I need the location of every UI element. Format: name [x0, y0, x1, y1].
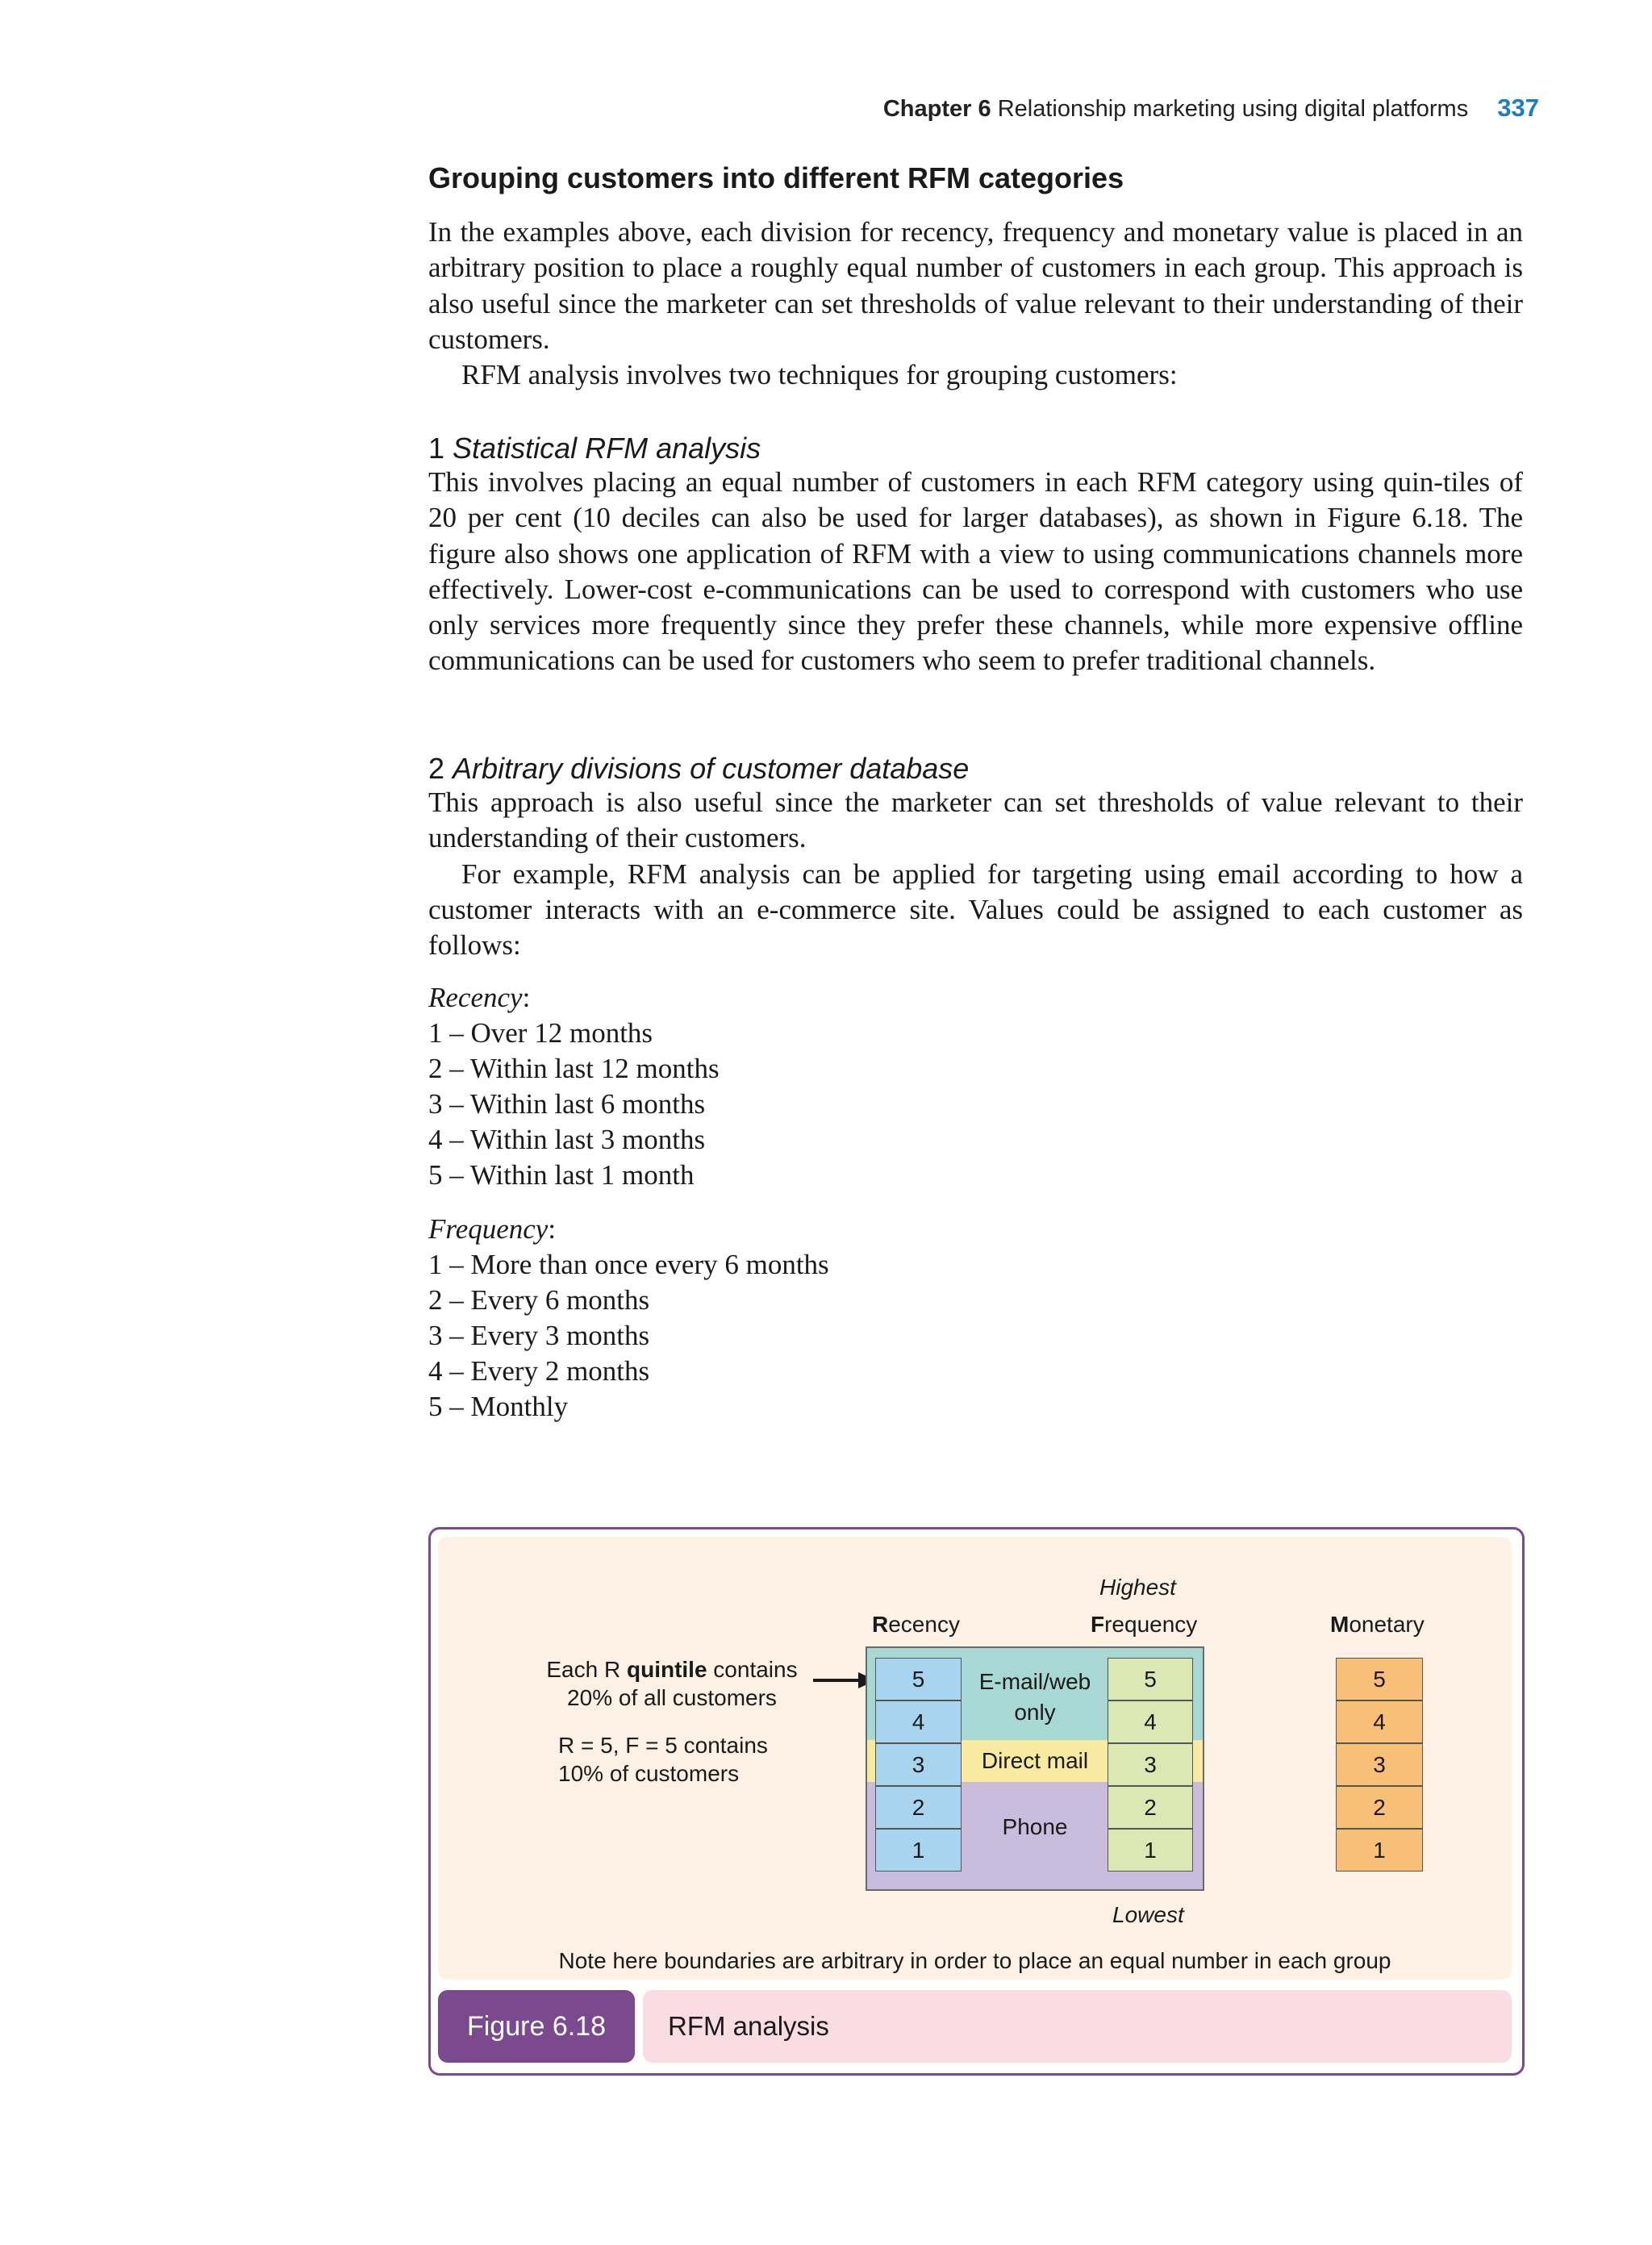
frequency-cell: 5	[1108, 1658, 1193, 1700]
direct-mail-band-label: Direct mail	[981, 1748, 1089, 1773]
figure-caption: RFM analysis	[643, 1990, 1512, 2063]
recency-label: Recency	[428, 982, 523, 1013]
chapter-title: Relationship marketing using digital platforms	[997, 96, 1469, 122]
subsection-2-title: Arbitrary divisions of customer database	[453, 752, 970, 785]
intro-paragraph: In the examples above, each division for recency, frequency and monetary value is placed in an arbitrary position to place a roughly equal number of customers in each group. This approach is also useful since the marketer can set thresholds of value relevant to their understanding of their customers.	[428, 216, 1523, 355]
segment-note-line2: 10% of customers	[558, 1761, 740, 1786]
running-header	[807, 94, 1539, 123]
subsection-2-paragraph-2: For example, RFM analysis can be applied for targeting using email according to how a customer interacts with an e-commerce site. Values could be assigned to each customer as follows:	[428, 858, 1523, 962]
recency-item: 1 – Over 12 months	[428, 1017, 653, 1049]
recency-initial: R	[872, 1612, 889, 1637]
frequency-item: 3 – Every 3 months	[428, 1320, 650, 1351]
monetary-column-header	[1330, 1612, 1425, 1638]
frequency-initial: F	[1091, 1612, 1105, 1637]
monetary-rest: onetary	[1349, 1612, 1425, 1637]
recency-item: 4 – Within last 3 months	[428, 1124, 706, 1155]
subsection-2-heading	[428, 752, 969, 786]
figure-footnote: Note here boundaries are arbitrary in order to place an equal number in each group	[558, 1948, 1391, 1973]
quintile-note-c: contains	[707, 1657, 798, 1682]
recency-item: 3 – Within last 6 months	[428, 1088, 706, 1120]
quintile-note-line2: 20% of all customers	[567, 1685, 777, 1710]
email-band-label: E-mail/web only	[978, 1669, 1091, 1725]
frequency-cell: 1	[1108, 1829, 1193, 1872]
quintile-note-a: Each R	[546, 1657, 627, 1682]
section-heading: Grouping customers into different RFM categories	[428, 161, 1124, 194]
frequency-item: 4 – Every 2 months	[428, 1355, 650, 1387]
monetary-cell: 2	[1336, 1786, 1423, 1829]
lowest-label: Lowest	[1112, 1902, 1184, 1927]
frequency-item: 5 – Monthly	[428, 1391, 569, 1422]
segment-note	[558, 1731, 768, 1788]
recency-item: 2 – Within last 12 months	[428, 1053, 720, 1084]
intro-paragraph-2: RFM analysis involves two techniques for grouping customers:	[461, 359, 1178, 391]
monetary-cell: 4	[1336, 1700, 1423, 1743]
monetary-cell: 5	[1336, 1658, 1423, 1700]
recency-rest: ecency	[888, 1612, 960, 1637]
subsection-2-number: 2	[428, 752, 445, 785]
recency-list: Recency: 1 – Over 12 months 2 – Within last 12 months 3 – Within last 6 months 4 – Within last 3 months 5 – Within last 1 month	[428, 980, 1154, 1193]
frequency-item: 2 – Every 6 months	[428, 1284, 650, 1316]
subsection-1-body	[428, 465, 1523, 679]
highest-label: Highest	[1099, 1575, 1176, 1600]
recency-column-header	[872, 1612, 960, 1638]
quintile-note	[535, 1655, 809, 1712]
subsection-1-title: Statistical RFM analysis	[453, 432, 761, 465]
subsection-1-paragraph: This involves placing an equal number of customers in each RFM category using quin-tiles of 20 per cent (10 deciles can also be used for larger databases), as shown in Figure 6.18. The figure also shows one application of RFM with a view to using communications channels more effectively. Lower-cost e-communications can be used to correspond with customers who use only services more frequently since they prefer these channels, while more expensive offline communications can be used for customers who seem to prefer traditional channels.	[428, 466, 1523, 677]
subsection-1-number: 1	[428, 432, 445, 465]
intro-block	[428, 215, 1523, 393]
frequency-label: Frequency	[428, 1213, 549, 1245]
frequency-cell: 2	[1108, 1786, 1193, 1829]
page-number: 337	[1497, 94, 1539, 122]
chapter-label: Chapter 6	[882, 96, 991, 122]
recency-cell: 2	[875, 1786, 962, 1829]
segment-note-line1: R = 5, F = 5 contains	[558, 1733, 768, 1758]
subsection-2-paragraph: This approach is also useful since the marketer can set thresholds of value relevant to their understanding of their customers.	[428, 787, 1523, 854]
recency-cell: 5	[875, 1658, 962, 1700]
subsection-1-heading	[428, 432, 761, 465]
recency-cell: 4	[875, 1700, 962, 1743]
phone-band-label: Phone	[1002, 1814, 1068, 1839]
quintile-note-b: quintile	[626, 1657, 707, 1682]
recency-item: 5 – Within last 1 month	[428, 1159, 695, 1191]
subsection-2-body	[428, 785, 1523, 963]
recency-cell: 3	[875, 1743, 962, 1786]
monetary-cell: 3	[1336, 1743, 1423, 1786]
figure-number-tag: Figure 6.18	[438, 1990, 635, 2063]
frequency-rest: requency	[1104, 1612, 1198, 1637]
frequency-cell: 4	[1108, 1700, 1193, 1743]
monetary-initial: M	[1330, 1612, 1350, 1637]
recency-cell: 1	[875, 1829, 962, 1872]
frequency-cell: 3	[1108, 1743, 1193, 1786]
frequency-column-header	[1091, 1612, 1197, 1638]
monetary-cell: 1	[1336, 1829, 1423, 1872]
frequency-list: Frequency: 1 – More than once every 6 months 2 – Every 6 months 3 – Every 3 months 4 – Every 2 months 5 – Monthly	[428, 1212, 1154, 1425]
frequency-item: 1 – More than once every 6 months	[428, 1249, 829, 1280]
